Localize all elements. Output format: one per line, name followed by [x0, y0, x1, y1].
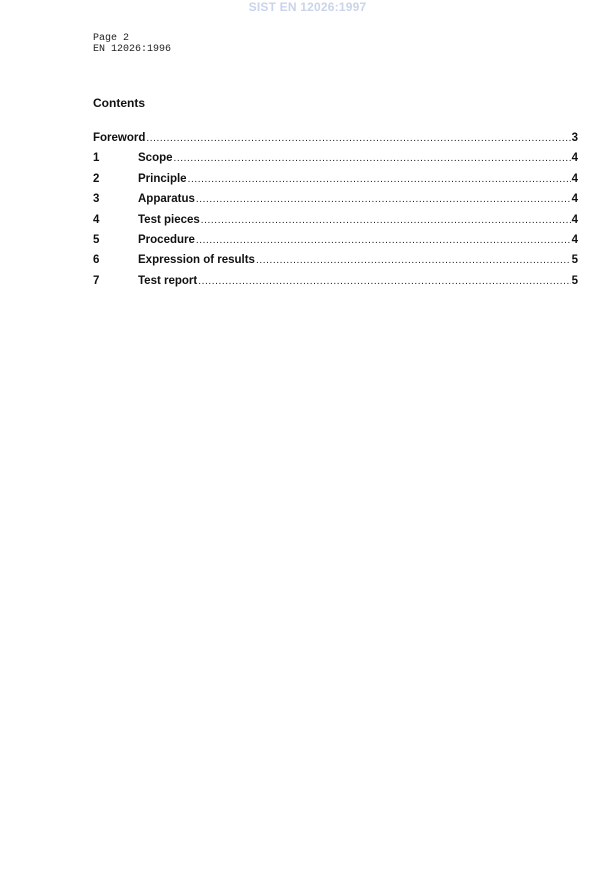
toc-entry-number: 1 — [93, 152, 100, 165]
toc-entry-number: 6 — [93, 254, 100, 267]
page-header — [93, 33, 171, 55]
table-of-contents — [93, 131, 578, 294]
toc-entry-page: 4 — [571, 172, 578, 185]
toc-entry-page: 4 — [571, 233, 578, 246]
toc-entry-title: Apparatus — [138, 193, 195, 206]
toc-entry-page: 4 — [571, 213, 578, 226]
toc-entry-test-pieces[interactable] — [93, 213, 578, 233]
toc-entry-title: Scope — [138, 152, 173, 165]
toc-entry-test-report[interactable] — [93, 274, 578, 294]
standard-reference: EN 12026:1996 — [93, 44, 172, 55]
toc-entry-number: 4 — [93, 213, 100, 226]
toc-entry-apparatus[interactable] — [93, 192, 578, 212]
toc-entry-title: Procedure — [138, 233, 195, 246]
toc-leader-dots — [174, 152, 571, 166]
toc-leader-dots — [201, 214, 571, 228]
toc-entry-number: 2 — [93, 172, 100, 185]
toc-leader-dots — [188, 173, 571, 187]
toc-entry-title: Expression of results — [138, 254, 255, 267]
page-number-label: Page 2 — [93, 33, 130, 44]
toc-leader-dots — [146, 132, 570, 146]
toc-entry-title: Foreword — [93, 132, 146, 144]
toc-entry-number: 7 — [93, 274, 100, 287]
toc-entry-title: Test pieces — [138, 213, 200, 226]
watermark: SIST EN 12026:1997 — [248, 0, 367, 14]
toc-entry-page: 5 — [571, 274, 578, 287]
toc-entry-page: 4 — [571, 193, 578, 206]
toc-leader-dots — [256, 254, 571, 268]
toc-entry-principle[interactable] — [93, 172, 578, 192]
toc-entry-expression-of-results[interactable] — [93, 253, 578, 273]
toc-entry-page: 4 — [571, 152, 578, 165]
toc-entry-scope[interactable] — [93, 151, 578, 171]
toc-entry-foreword[interactable] — [93, 131, 578, 151]
contents-heading: Contents — [93, 96, 145, 110]
toc-leader-dots — [196, 193, 571, 207]
toc-entry-number: 5 — [93, 233, 100, 246]
toc-leader-dots — [198, 275, 570, 289]
toc-entry-page: 5 — [571, 254, 578, 267]
toc-entry-procedure[interactable] — [93, 233, 578, 253]
toc-entry-title: Test report — [138, 274, 198, 287]
toc-entry-number: 3 — [93, 193, 100, 206]
toc-entry-page: 3 — [571, 132, 578, 144]
toc-entry-title: Principle — [138, 172, 187, 185]
toc-leader-dots — [196, 234, 571, 248]
